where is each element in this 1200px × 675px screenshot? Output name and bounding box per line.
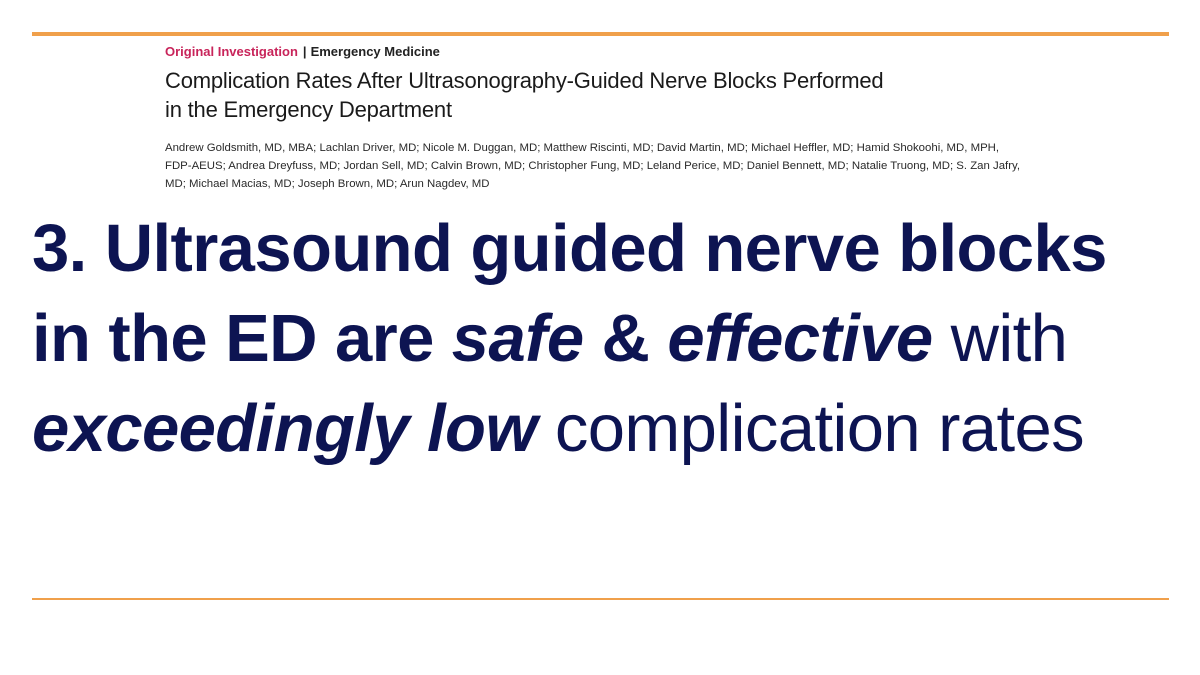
article-section: Emergency Medicine [310,44,440,59]
headline-emphasis-effective: effective [667,301,933,376]
article-header [165,44,1045,193]
bottom-divider [32,598,1169,600]
article-type: Original Investigation [165,44,298,59]
article-title [165,66,1045,124]
article-title-line-1: Complication Rates After Ultrasonography-Guided Nerve Blocks Performed [165,68,884,93]
article-title-line-2: in the Emergency Department [165,97,452,122]
headline-emphasis-safe: safe [451,301,584,376]
kicker-separator: | [302,44,307,59]
headline-text-3: with [932,301,1068,376]
top-divider [32,32,1169,36]
author-list: Andrew Goldsmith, MD, MBA; Lachlan Driver, MD; Nicole M. Duggan, MD; Matthew Riscinti, MD; David Martin, MD; Michael Heffler, MD; Hamid Shokoohi, MD, MPH, FDP-AEUS; Andrea Dreyfuss, MD; Jordan Sell, MD; Calvin Brown, MD; Christopher Fung, MD; Leland Perice, MD; Daniel Bennett, MD; Natalie Truong, MD; S. Zan Jafry, MD; Michael Macias, MD; Joseph Brown, MD; Arun Nagdev, MD [165,142,1021,190]
headline-emphasis-low: exceedingly low [32,391,537,466]
headline-text-2: & [583,301,668,376]
article-kicker [165,44,1045,60]
headline-text-4: complication rates [536,391,1085,466]
slide-headline [32,204,1182,474]
headline-text-1: 3. Ultrasound guided nerve blocks in the ED are [32,211,1107,376]
